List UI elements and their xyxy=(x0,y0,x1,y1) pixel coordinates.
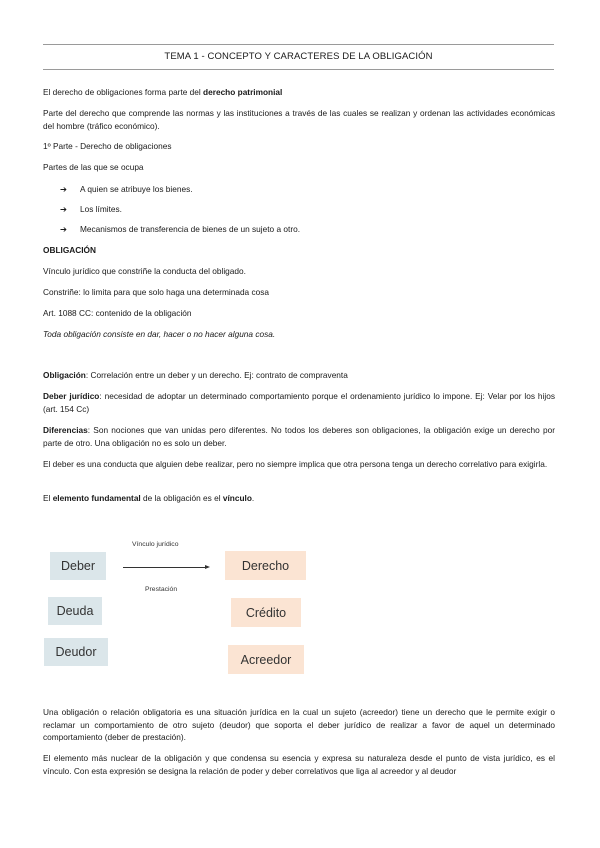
elemento-bold2: vínculo xyxy=(222,493,252,503)
label-vinculo-juridico: Vínculo jurídico xyxy=(132,541,179,548)
box-deudor: Deudor xyxy=(44,638,108,666)
elemento-end: . xyxy=(251,493,255,503)
primera-parte-paragraph: 1º Parte - Derecho de obligaciones xyxy=(43,141,172,151)
bullet-item-1 xyxy=(60,183,193,195)
title-underline xyxy=(43,69,554,70)
intro-lead: El derecho de obligaciones forma parte del xyxy=(43,87,204,97)
elemento-bold1: elemento fundamental xyxy=(52,493,141,503)
def-diferencias-text: : Son nociones que van unidas pero diferentes. No todos los deberes son obligaciones, la obligación exige un derecho por parte de otro. Una obligación no es solo un deber. xyxy=(43,425,555,448)
vinculo-arrow-line xyxy=(123,567,205,568)
def-diferencias xyxy=(43,424,555,449)
deber-conducta-paragraph: El deber es una conducta que alguien debe realizar, pero no siempre implica que otra persona tenga un derecho correlativo para exigirla. xyxy=(43,459,548,469)
def-obligacion-term: Obligación xyxy=(43,370,86,380)
def-deber-text: : necesidad de adoptar un determinado comportamiento porque el ordenamiento jurídico lo impone. Ej: Velar por los hijos (art. 154 Cc) xyxy=(43,391,555,414)
elemento-pre: El xyxy=(43,493,53,503)
intro-bold: derecho patrimonial xyxy=(203,87,283,97)
arrow-right-icon: ➔ xyxy=(60,184,67,194)
italic-paragraph: Toda obligación consiste en dar, hacer o no hacer alguna cosa. xyxy=(43,329,276,339)
parte-derecho-paragraph: Parte del derecho que comprende las normas y las instituciones a través de las cuales se realizan y ordenan las actividades económicas del hombre (tráfico económico). xyxy=(43,108,555,131)
bullet-item-3 xyxy=(60,223,300,235)
obligacion-heading xyxy=(43,244,555,257)
def-obligacion-text: : Correlación entre un deber y un derecho. Ej: contrato de compraventa xyxy=(85,370,348,380)
obligacion-heading-text: OBLIGACIÓN xyxy=(43,245,97,255)
elemento-paragraph xyxy=(43,492,555,505)
box-acreedor: Acreedor xyxy=(228,645,304,674)
relacion-paragraph: Una obligación o relación obligatoria es una situación jurídica en la cual un sujeto (acreedor) tiene un derecho que le permite exigir o reclamar un comportamiento de otro sujeto (deudor) que soporta el deber jurídico de realizar a favor de aquel un determinado comportamiento (deber de prestación). xyxy=(43,707,555,743)
bullet-text-2: Los límites. xyxy=(80,204,122,214)
bullet-text-3: Mecanismos de transferencia de bienes de un sujeto a otro. xyxy=(80,224,300,234)
def-diferencias-term: Diferencias xyxy=(43,425,88,435)
bullet-text-1: A quien se atribuye los bienes. xyxy=(80,184,193,194)
page-title: TEMA 1 - CONCEPTO Y CARACTERES DE LA OBLIGACIÓN xyxy=(164,51,433,62)
box-deber: Deber xyxy=(50,552,106,580)
constrine-paragraph: Constriñe: lo limita para que solo haga una determinada cosa xyxy=(43,287,269,297)
arrow-right-icon: ➔ xyxy=(60,204,67,214)
arrow-head-icon xyxy=(205,565,210,569)
art1088-paragraph: Art. 1088 CC: contenido de la obligación xyxy=(43,308,192,318)
top-rule xyxy=(43,44,554,45)
def-deber xyxy=(43,390,555,415)
def-obligacion xyxy=(43,369,555,382)
box-credito: Crédito xyxy=(231,598,301,627)
vinculo-paragraph: Vínculo jurídico que constriñe la conducta del obligado. xyxy=(43,266,246,276)
partes-ocupa-paragraph: Partes de las que se ocupa xyxy=(43,162,144,172)
arrow-right-icon: ➔ xyxy=(60,224,67,234)
nuclear-paragraph: El elemento más nuclear de la obligación y que condensa su esencia y expresa su naturaleza desde el punto de vista jurídico, es el vínculo. Con esta expresión se designa la relación de poder y deber correlativos que liga al acreedor y al deudor xyxy=(43,753,555,776)
def-deber-term: Deber jurídico xyxy=(43,391,100,401)
intro-paragraph xyxy=(43,86,555,99)
elemento-mid: de la obligación es el xyxy=(140,493,223,503)
box-deuda: Deuda xyxy=(48,597,102,625)
bullet-item-2 xyxy=(60,203,122,215)
label-prestacion: Prestación xyxy=(145,586,178,593)
box-derecho: Derecho xyxy=(225,551,306,580)
